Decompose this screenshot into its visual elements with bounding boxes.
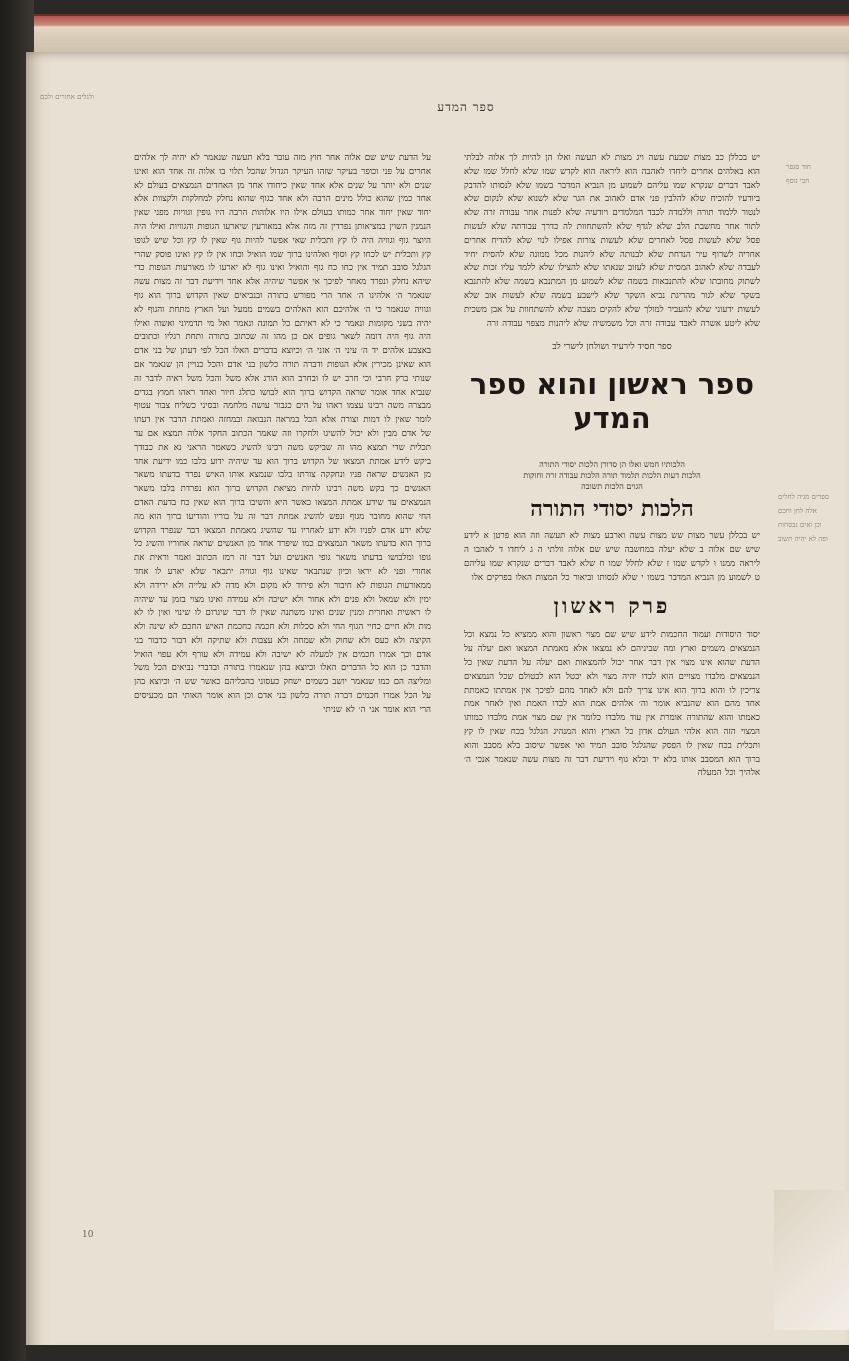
page-number: 10: [82, 1230, 94, 1240]
margin-note-right-4: אלה לחן וחכם: [778, 507, 817, 515]
contents-line: הלכותיו חמש ואלו הן סדורן הלכות יסודי התורה: [539, 460, 685, 470]
contents-list: [464, 459, 760, 492]
book-title: ספר ראשון והוא ספר המדע: [469, 367, 755, 436]
section-title: הלכות יסודי התורה: [530, 496, 694, 523]
right-column: [464, 152, 760, 1232]
commandments-intro: יש בכללן כב מצות שבעת עשה ויג מצות לא תעשה ואלו הן להיות לך אלוה לבלתי הוא באלהים אחרים ליחדו לאהבה הוא ליראה הוא לקדש שמו שלא לחלל שמו שלא לאבד דברים שנקרא שמו עליהם לשמוע מן הנביא המדבר בשמו שלא לנסותו להדבק ביודעיו להוכיח שלא להלבין פני אדם לאהוב את הגר שלא לשנוא שלא לנקום שלא לנטור ללמוד תורה וללמדה לכבד המלמדים ויודעיה שלא לפנות אחר עבודה זרה שלא לתור אחר מחשבת הלב שלא לגדף שלא להשתחוות לה כדרך עבודתה שלא לעשות פסל שלא לעשות פסל לאחרים שלא לעשות צורות אפילו לנוי שלא להדיח אחרים אחריה לשרוף עיר הנדחת שלא לבנותה שלא ליהנות מכל ממונה שלא להסית יחיד לעבדה שלא לאהוב המסית שלא לעזוב שנאתו שלא להצילו שלא ללמד עליו זכות שלא לשתוק מחובתו שלא להתנבאות בשמה שלא לשמוע מן המתנבא בשמה שלא להתנבא בשקר שלא לגור מהריגת נביא השקר שלא לישבע בשמה שלא לעשות אוב שלא לעשות ידעוני שלא להעביר למולך שלא להקים מצבה שלא להשתחוות על אבן משכית שלא ליטע אשרה לאבד עבודה זרה וכל משמשיה שלא ליהנות מצפוי עבודה זרה: [464, 153, 760, 329]
section-intro: יש בכללן עשר מצות שש מצות עשה וארבע מצות לא תעשה וזה הוא פרטן א לידע שיש שם אלוה ב שלא יעלה במחשבה שיש שם אלוה זולתי ה ג ליחדו ד לאהבו ה ליראה ממנו ו לקדש שמו ז שלא לחלל שמו ח שלא לאבד דברים שנקרא שמו עליהם ט לשמוע מן הנביא המדבר בשמו י שלא לנסותו וביאור כל המצות האלו בפרקים אלו: [464, 531, 760, 583]
margin-note-top-left: ולגלים אחורים ולכם: [40, 93, 94, 101]
left-column-text: על הדעת שיש שם אלוה אחר חוץ מזה עובר בלא תעשה שנאמר לא יהיה לך אלהים אחרים על פני וכופר בעיקר שזהו העיקר הגדול שהכל תלוי בו אלוה זה אחד הוא ואינו שנים ולא יותר על שנים אלא אחד שאין כיחודו אחד מן האחדים הנמצאים בעולם לא אחד כמין שהוא כולל מינים הרבה ולא אחד כגוף שהוא נחלק למחלקות ולקצוות אלא יחוד שאין יחוד אחר כמותו בעולם אילו היו אלוהות הרבה היו גופין וגוויות מפני שאין הנמנין השוין במציאותן נפרדין זה מזה אלא במאורעין שיארעו הגופות והגוויות ואילו היה היוצר גוף וגוויה היה לו קץ ותכלית שאי אפשר להיות גוף שאין לו קץ וכל שיש לגופו קץ ותכלית יש לכחו קץ וסוף ואלהינו ברוך שמו הואיל וכחו אין לו קץ ואינו פוסק שהרי הגלגל סובב תמיד אין כחו כח גוף והואיל ואינו גוף לא יארעו לו מאורעות הגופות כדי שיהא נחלק ונפרד מאחר לפיכך אי אפשר שיהיה אלא אחד וידיעת דבר זה מצות עשה שנאמר ה׳ אלהינו ה׳ אחד הרי מפורש בתורה ובנביאים שאין הקדוש ברוך הוא גוף וגוויה שנאמר כי ה׳ אלהיכם הוא האלהים בשמים ממעל ועל הארץ מתחת והגוף לא יהיה בשני מקומות ונאמר כי לא ראיתם כל תמונה ונאמר ואל מי תדמיוני ואשוה ואילו היה גוף היה דומה לשאר גופים אם כן מהו זה שכתוב בתורה ותחת רגליו וכתובים באצבע אלהים יד ה׳ עיני ה׳ אזני ה׳ וכיוצא בדברים האלו הכל לפי דעתן של בני אדם הוא שאינן מכירין אלא הגופות ודברה תורה כלשון בני אדם והכל כנויין הן שנאמר אם שנותי ברק חרבי וכי חרב יש לו ובחרב הוא הורג אלא משל והכל משל ראיה לדבר זה שנביא אחד אומר שראה הקדוש ברוך הוא לבושו כתלג חיור ואחד ראהו חמוץ בגדים מבצרה משה רבינו עצמו ראהו על הים כגבור עושה מלחמה ובסיני כשליח צבור עטוף לומר שאין לו דמות וצורה אלא הכל במראה הנבואה ובמחזה ואמתת הדבר אין דעתו של אדם מבין ולא יכול להשיגו ולחקרו וזה שאמר הכתוב החקר אלוה תמצא אם עד תכלית שדי תמצא מהו זה שביקש משה רבינו להשיג כשאמר הראני נא את כבודך ביקש לידע אמתת המצאו של הקדוש ברוך הוא עד שיהיה ידוע בלבו כמו ידיעת אחד מן האנשים שראה פניו ונחקקה צורתו בלבו שנמצא אותו האיש נפרד בדעתו משאר האנשים כך בקש משה רבינו להיות מציאת הקדוש ברוך הוא נפרדת בלבו משאר הנמצאים עד שידע אמתת המצאו כאשר היא והשיבו ברוך הוא שאין כח בדעת האדם החי שהוא מחובר מגוף ונפש להשיג אמתת דבר זה על בוריו והודיעו ברוך הוא מה שלא ידע אדם לפניו ולא ידע לאחריו עד שהשיג מאמתת המצאו דבר שנפרד הקדוש ברוך הוא בדעתו משאר הנמצאים כמו שיפרד אחד מן האנשים שראה אחוריו והשיג כל גופו ומלבושו בדעתו משאר גופי האנשים ועל דבר זה רמז הכתוב ואמר וראית את אחורי ופני לא יראו וכיון שנתבאר שאינו גוף וגוויה יתבאר שלא יארע לו אחד ממאורעות הגופות לא חיבור ולא פירוד לא מקום ולא מדה לא עלייה ולא ירידה ולא ימין ולא שמאל ולא פנים ולא אחור ולא ישיבה ולא עמידה ואינו מצוי בזמן עד שיהיה לו ראשית ואחרית ומנין שנים ואינו משתנה שאין לו דבר שיגרום לו שינוי ואין לו לא מות ולא חיים כחיי הגוף החי ולא סכלות ולא חכמה כחכמת האיש החכם לא שינה ולא הקיצה ולא כעס ולא שחוק ולא שמחה ולא עצבות ולא שתיקה ולא דבור כדבור בני אדם וכך אמרו חכמים אין למעלה לא ישיבה ולא עמידה ולא עורף ולא עפוי הואיל והדבר כן הוא כל הדברים האלו וכיוצא בהן שנאמרו בתורה ובדברי נביאים הכל משל ומליצה הם כמו שנאמר יושב בשמים ישחק כעסוני בהבליהם כאשר שש ה׳ וכיוצא בהן על הכל אמרו חכמים דברה תורה כלשון בני אדם וכן הוא אומר האותי הם מכעיסים הרי הוא אומר אני ה׳ לא שניתי: [134, 153, 431, 715]
book-page: [26, 52, 849, 1352]
contents-line: הלכות דעות הלכות תלמוד תורה הלכות עבודה זרה וחוקות: [523, 471, 701, 481]
running-head: ספר המדע: [437, 100, 495, 114]
torn-corner: [774, 1190, 849, 1330]
chapter-text: יסוד היסודות ועמוד החכמות לידע שיש שם מצוי ראשון והוא ממציא כל נמצא וכל הנמצאים משמים וארץ ומה שביניהם לא נמצאו אלא מאמתת המצאו ואם יעלה על הדעת שהוא אינו מצוי אין דבר אחר יכול להמצאות ואם יעלה על הדעת שאין כל הנמצאים מלבדו מצויים הוא לבדו יהיה מצוי ולא יבטל הוא לבטולם שכל הנמצאים צריכין לו והוא ברוך הוא אינו צריך להם ולא לאחד מהם לפיכך אין אמתתו כאמתת אחד מהם הוא שהנביא אומר וה׳ אלהים אמת הוא לבדו האמת ואין לאחר אמת כאמתו והוא שהתורה אומרת אין עוד מלבדו כלומר אין שם מצוי אמת מלבדו כמותו המצוי הזה הוא אלהי העולם אדון כל הארץ והוא המנהיג הגלגל בכח שאין לו קץ ותכלית בכח שאין לו הפסק שהגלגל סובב תמיד ואי אפשר שיסוב בלא מסבב והוא ברוך הוא המסבב אותו בלא יד ובלא גוף וידיעת דבר זה מצות עשה שנאמר אנכי ה׳ אלהיך וכל המעלה: [464, 630, 760, 779]
contents-line: הגוים הלכות תשובה: [581, 482, 643, 492]
margin-note-right-6: ופה לא יהיה תשוב: [778, 535, 828, 543]
book-page-edges: [34, 14, 849, 54]
chapter-title: פרק ראשון: [553, 593, 671, 619]
margin-note-right-3: ספרים מגיה לחלים: [778, 493, 829, 501]
margin-note-right-2: חבי נוסף: [786, 177, 810, 185]
margin-note-right-1: חוד סגפר: [786, 163, 811, 171]
margin-note-right-5: וכן ואים נבסחות: [778, 521, 822, 529]
bottom-shadow: [26, 1345, 849, 1361]
dedication-line: ספר חסיד לירעיד ושולחן לישרי לב: [552, 342, 672, 353]
left-column: [134, 152, 431, 1232]
